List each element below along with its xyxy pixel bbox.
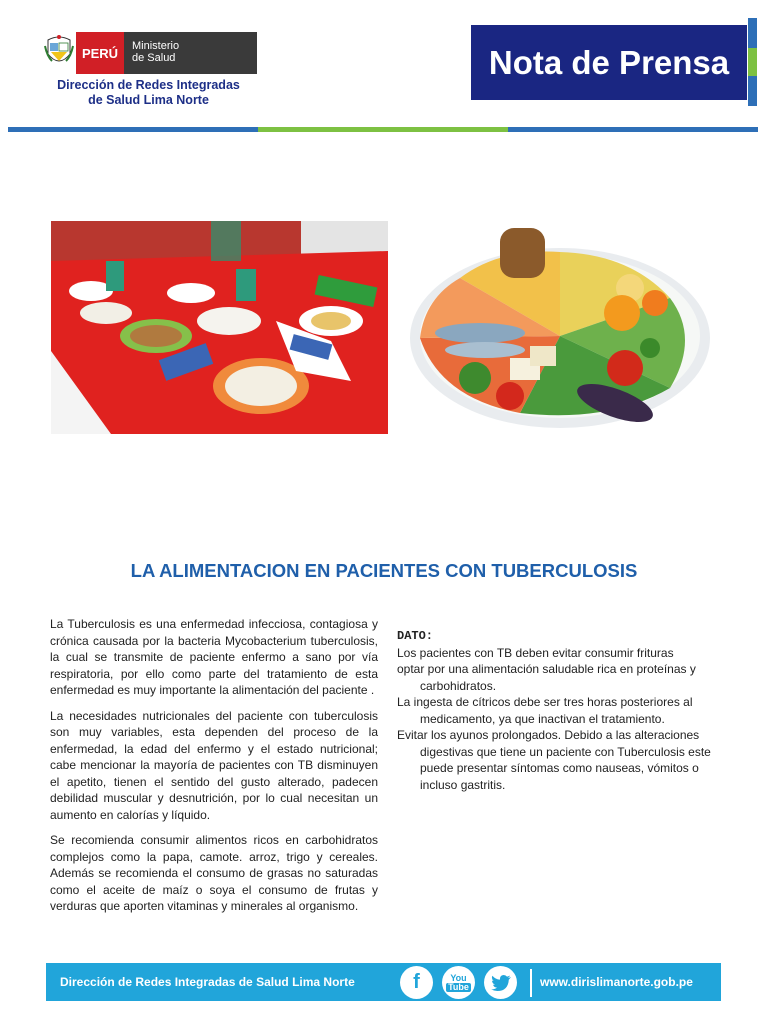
facebook-letter: f (413, 971, 420, 993)
footer-org-name: Dirección de Redes Integradas de Salud Lima Norte (60, 975, 355, 989)
dato-item: Los pacientes con TB deben evitar consumir frituras (397, 645, 674, 660)
youtube-icon[interactable] (442, 966, 475, 999)
dato-item: La ingesta de cítricos debe ser tres horas posteriores al medicamento, ya que inactivan el tratamiento. (397, 695, 693, 726)
body-paragraph: La necesidades nutricionales del paciente con tuberculosis son muy variables, esta dependen del proceso de la enfermedad, la edad del enfermo y el estado nutricional; cabe mencionar la mayoría de pacientes con TB disminuyen el apetito, tienen el sentido del gusto alterado, padecen debilidad muscular y desnutrición, por lo cual necesitan un aumento en calorías y líquido. (50, 708, 378, 822)
body-paragraph: Se recomienda consumir alimentos ricos en carbohidratos complejos como la papa, camote. arroz, trigo y cereales. Además se recomienda el consumo de grasas no saturadas como el aceite de maíz o soya el consumo de frutas y verduras que aporten vitaminas y minerales al organismo. (50, 833, 378, 913)
nota-de-prensa-banner (471, 25, 747, 100)
twitter-bird-icon (491, 975, 511, 991)
dato-item: Evitar los ayunos prolongados. Debido a las alteraciones digestivas que tiene un paciente con Tuberculosis este puede presentar síntomas como nauseas, vómitos o incluso gastritis. (397, 728, 711, 792)
dato-item: optar por una alimentación saludable rica en proteínas y carbohidratos. (397, 662, 696, 693)
facebook-icon[interactable] (400, 966, 433, 999)
ministerio-line1: Ministerio (132, 40, 180, 52)
food-plate-illustration (400, 218, 718, 443)
youtube-label-top: You (450, 972, 467, 983)
dato-label: DATO: (397, 629, 434, 643)
direccion-heading (46, 78, 251, 108)
article-title: LA ALIMENTACION EN PACIENTES CON TUBERCULOSIS (130, 560, 638, 581)
direccion-line2: de Salud Lima Norte (88, 93, 209, 107)
peru-label: PERÚ (81, 45, 119, 61)
ministerio-logo-box (124, 32, 257, 74)
food-display-photo (51, 221, 388, 434)
youtube-label-bottom: Tube (448, 981, 469, 992)
website-link[interactable]: www.dirislimanorte.gob.pe (540, 975, 693, 989)
dato-section (397, 628, 727, 793)
peru-logo-box (76, 32, 124, 74)
footer-separator (530, 969, 532, 997)
nota-de-prensa-label: Nota de Prensa (488, 43, 730, 81)
peru-coat-of-arms-icon (44, 34, 74, 68)
article-body-left (50, 616, 378, 924)
ministerio-line2: de Salud (132, 52, 176, 64)
banner-color-strip (748, 18, 757, 106)
direccion-line1: Dirección de Redes Integradas (57, 78, 240, 92)
body-paragraph: La Tuberculosis es una enfermedad infecciosa, contagiosa y crónica causada por la bacteria Mycobacterium tuberculosis, la cual se transmite de paciente enfermo a sano por vía respiratoria, por ello como parte del tratamiento de esta enfermedad es muy importante la alimentación del paciente . (50, 617, 378, 697)
header-divider (8, 127, 758, 132)
twitter-icon[interactable] (484, 966, 517, 999)
